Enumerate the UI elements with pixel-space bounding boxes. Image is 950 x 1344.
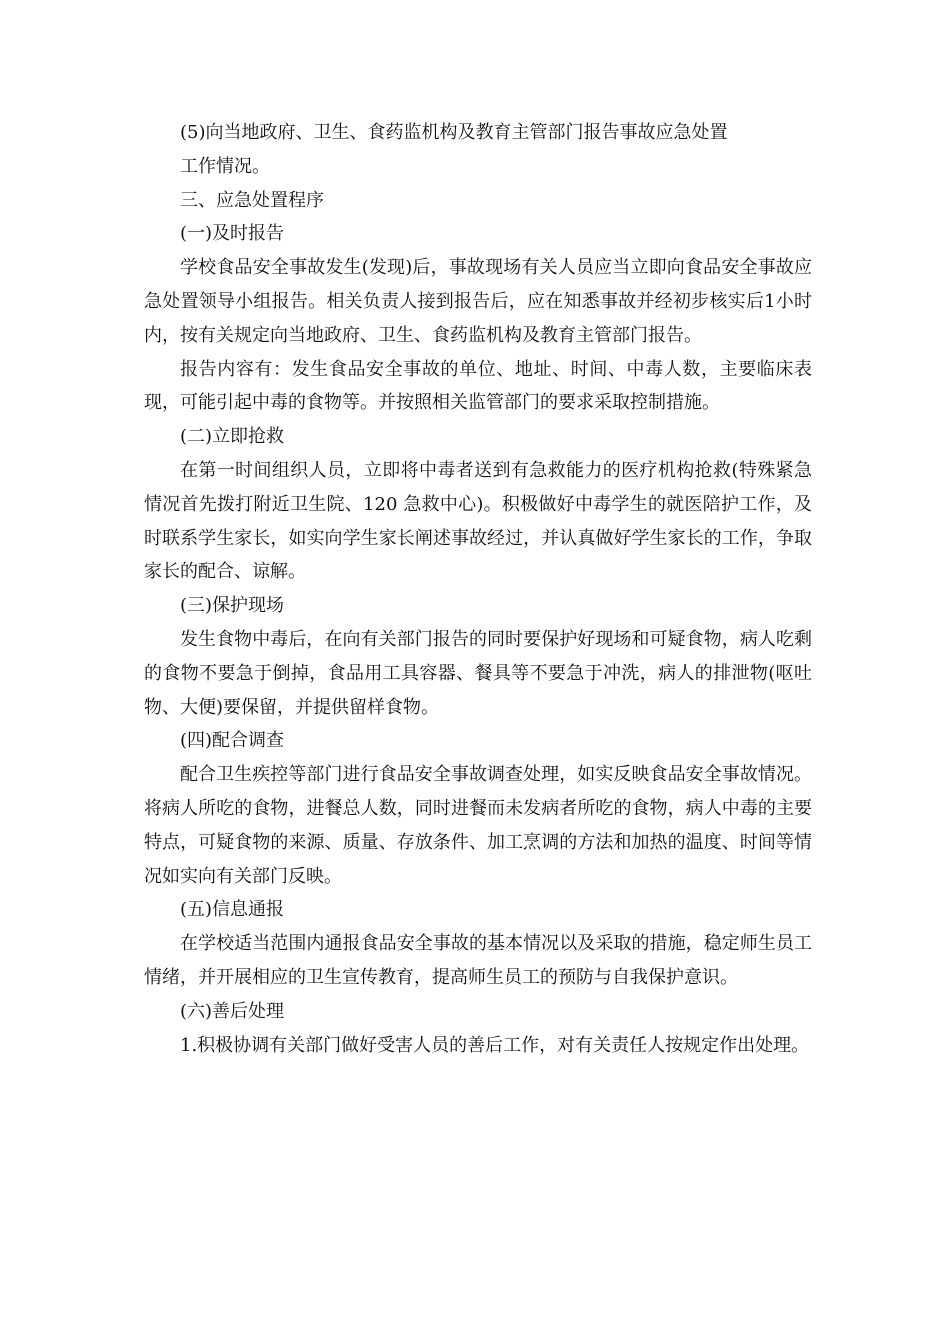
subheading-investigation: (四)配合调查 [180, 730, 285, 752]
subheading-information: (五)信息通报 [180, 899, 285, 921]
paragraph-rescue: 在第一时间组织人员，立即将中毒者送到有急救能力的医疗机构抢救(特殊紧急情况首先拨打附近卫生院、120 急救中心)。积极做好中毒学生的就医陪护工作，及时联系学生家长，如实向学生家长阐述事故经过，并认真做好学生家长的工作，争取家长的配合、谅解。 [144, 459, 812, 583]
subheading-report: (一)及时报告 [180, 223, 285, 245]
document-page [144, 116, 812, 1062]
subheading-rescue: (二)立即抢救 [180, 426, 285, 448]
paragraph-report: 学校食品安全事故发生(发现)后，事故现场有关人员应当立即向食品安全事故应急处置领导小组报告。相关负责人接到报告后，应在知悉事故并经初步核实后1小时内，按有关规定向当地政府、卫生、食药监机构及教育主管部门报告。 [144, 257, 812, 346]
paragraph-report-content: 报告内容有：发生食品安全事故的单位、地址、时间、中毒人数，主要临床表现，可能引起中毒的食物等。并按照相关监管部门的要求采取控制措施。 [144, 358, 812, 414]
section-heading-procedure: 三、应急处置程序 [180, 189, 324, 211]
paragraph-investigation: 配合卫生疾控等部门进行食品安全事故调查处理，如实反映食品安全事故情况。将病人所吃的食物，进餐总人数，同时进餐而未发病者所吃的食物，病人中毒的主要特点，可疑食物的来源、质量、存放条件、加工烹调的方法和加热的温度、时间等情况如实向有关部门反映。 [144, 764, 812, 887]
paragraph-protect-scene: 发生食物中毒后，在向有关部门报告的同时要保护好现场和可疑食物，病人吃剩的食物不要急于倒掉，食品用工具容器、餐具等不要急于冲洗，病人的排泄物(呕吐物、大便)要保留，并提供留样食物。 [144, 628, 812, 718]
subheading-protect-scene: (三)保护现场 [180, 595, 285, 617]
paragraph-information: 在学校适当范围内通报食品安全事故的基本情况以及采取的措施，稳定师生员工情绪，并开展相应的卫生宣传教育，提高师生员工的预防与自我保护意识。 [144, 933, 812, 988]
paragraph-aftermath: 1.积极协调有关部门做好受害人员的善后工作，对有关责任人按规定作出处理。 [180, 1034, 810, 1056]
paragraph-item-5: (5)向当地政府、卫生、食药监机构及教育主管部门报告事故应急处置 [180, 122, 728, 143]
paragraph-continuation: 工作情况。 [180, 155, 270, 177]
subheading-aftermath: (六)善后处理 [180, 1000, 285, 1022]
